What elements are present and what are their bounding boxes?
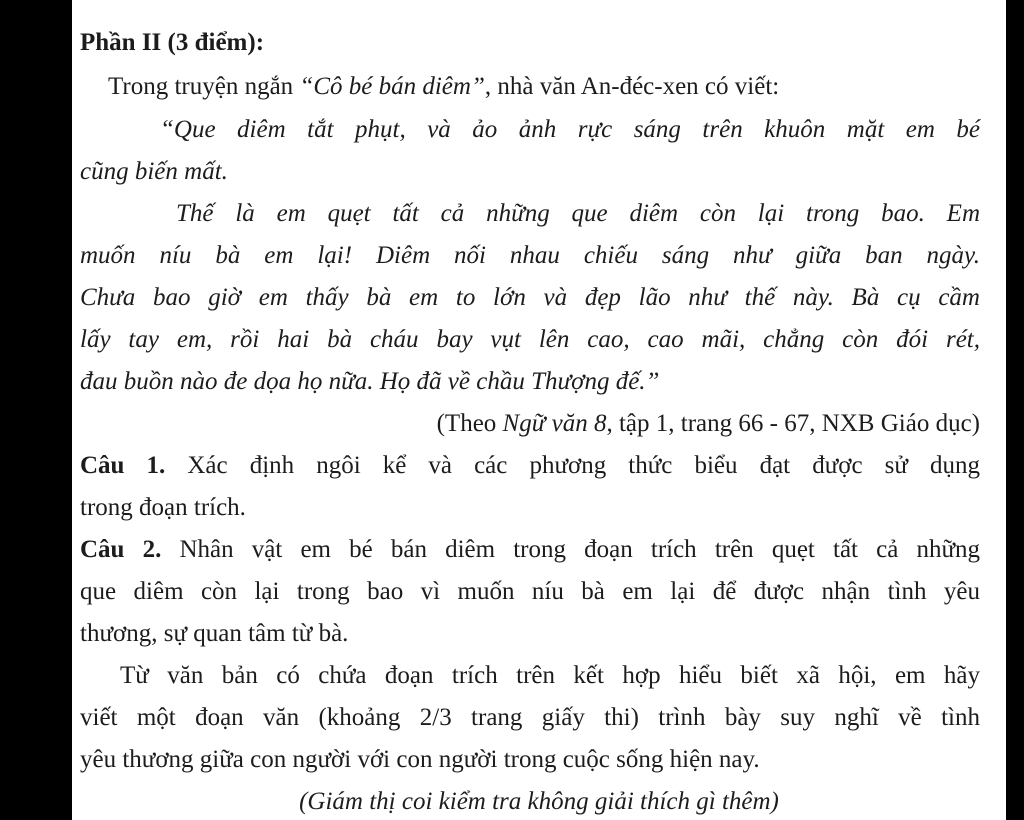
intro-after: , nhà văn An-đéc-xen có viết:	[484, 73, 780, 100]
footer-note: (Giám thị coi kiểm tra không giải thích gì thêm)	[299, 788, 779, 815]
quote-line-4: muốn níu bà em lại! Diêm nối nhau chiếu sáng như giữa ban ngày.	[80, 242, 980, 269]
question-1-line-1	[80, 451, 980, 483]
quote-line-7: đau buồn nào đe dọa họ nữa. Họ đã về chầu Thượng đế.”	[80, 368, 660, 395]
source-after: , tập 1, trang 66 - 67, NXB Giáo dục)	[606, 410, 980, 437]
intro-line	[108, 72, 980, 104]
question-2-label: Câu 2.	[80, 536, 162, 563]
quote-line-3: Thế là em quẹt tất cả những que diêm còn lại trong bao. Em	[176, 200, 980, 227]
story-title: “Cô bé bán diêm”	[299, 73, 485, 100]
quote-line-1: “Que diêm tắt phụt, và ảo ảnh rực sáng trên khuôn mặt em bé	[160, 116, 980, 143]
source-book: Ngữ văn 8	[502, 410, 607, 437]
task-line-1: Từ văn bản có chứa đoạn trích trên kết hợp hiểu biết xã hội, em hãy	[120, 662, 980, 689]
quote-line-2: cũng biến mất.	[80, 158, 228, 185]
quote-line-6: lấy tay em, rồi hai bà cháu bay vụt lên cao, cao mãi, chẳng còn đói rét,	[80, 326, 980, 353]
question-2-text-1: Nhân vật em bé bán diêm trong đoạn trích trên quẹt tất cả những	[161, 536, 981, 563]
task-line-2: viết một đoạn văn (khoảng 2/3 trang giấy thi) trình bày suy nghĩ về tình	[80, 704, 980, 731]
source-citation	[80, 409, 980, 441]
quote-line-5: Chưa bao giờ em thấy bà em to lớn và đẹp lão như thế này. Bà cụ cầm	[80, 284, 980, 311]
question-2-line-2: que diêm còn lại trong bao vì muốn níu bà em lại để được nhận tình yêu	[80, 578, 980, 605]
question-1-label: Câu 1.	[80, 452, 166, 479]
task-line-3: yêu thương giữa con người với con người trong cuộc sống hiện nay.	[80, 746, 760, 773]
question-2-line-3: thương, sự quan tâm từ bà.	[80, 620, 349, 647]
question-2-line-1	[80, 535, 980, 567]
section-heading-text: Phần II (3 điểm):	[80, 29, 265, 56]
intro-before: Trong truyện ngắn	[108, 73, 300, 100]
source-before: (Theo	[436, 410, 503, 437]
section-heading	[80, 28, 980, 60]
question-1-text-1: Xác định ngôi kể và các phương thức biểu đạt được sử dụng	[165, 452, 980, 479]
exam-page	[72, 0, 1006, 820]
question-1-line-2: trong đoạn trích.	[80, 494, 246, 521]
